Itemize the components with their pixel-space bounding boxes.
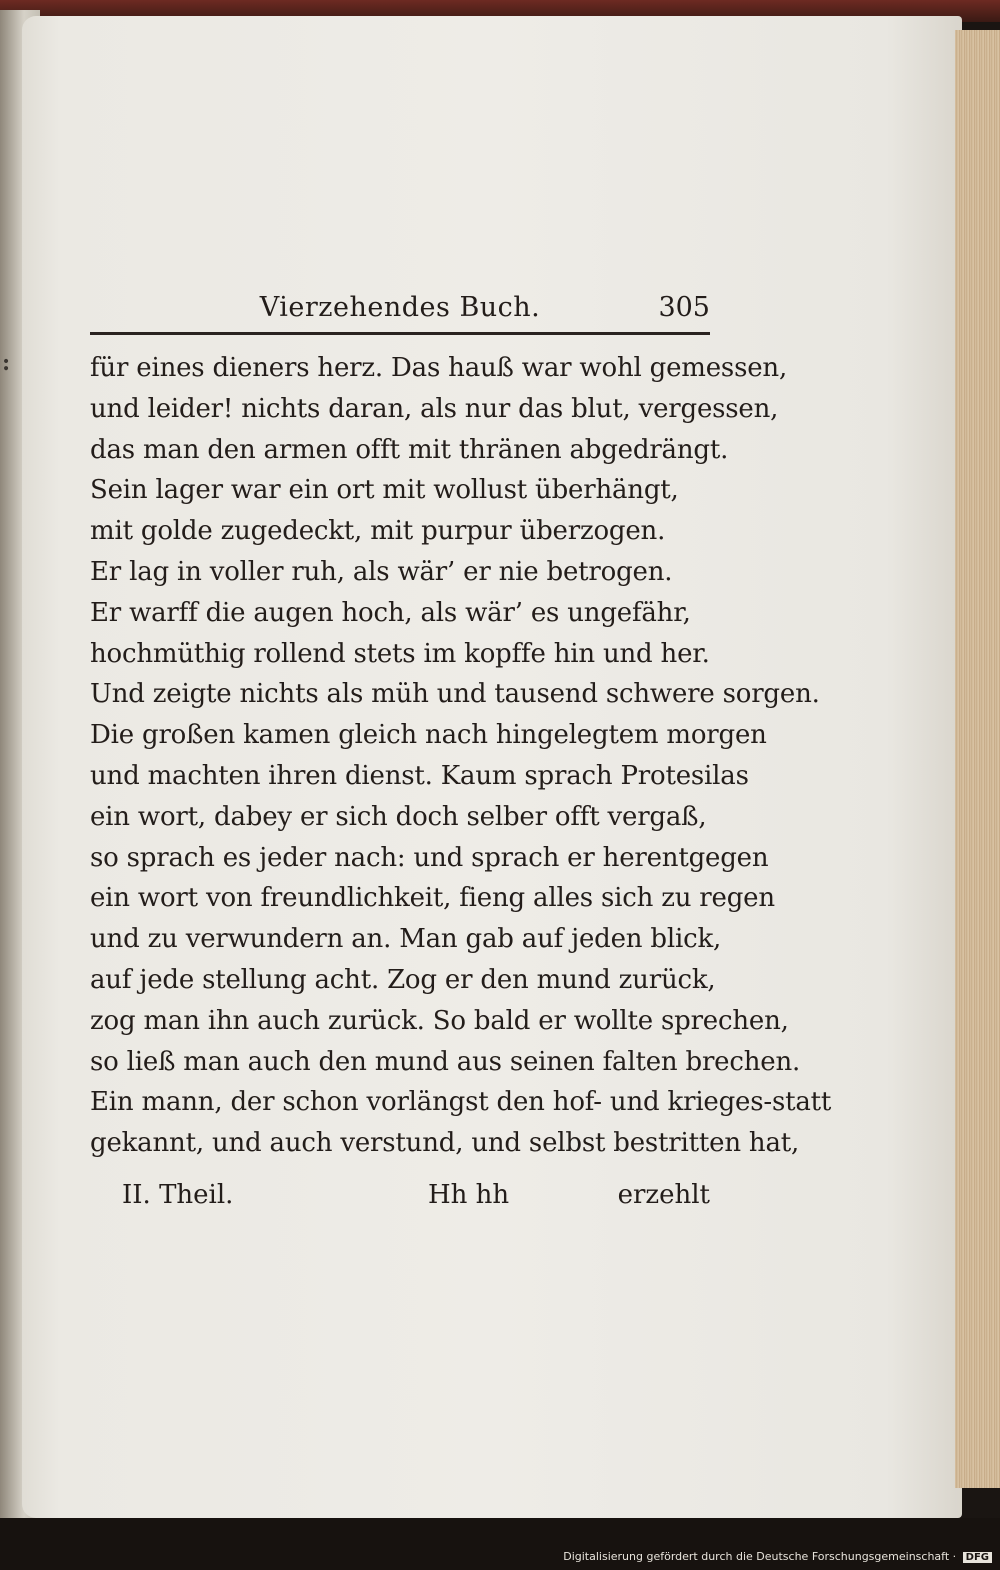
bleed-through-mark: : bbox=[2, 350, 11, 376]
text-line: das man den armen offt mit thränen abgedrängt. bbox=[90, 434, 729, 465]
credit-text: Digitalisierung gefördert durch die Deutsche Forschungsgemeinschaft · bbox=[563, 1550, 957, 1563]
page-number: 305 bbox=[658, 292, 710, 323]
text-line: Ein mann, der schon vorlängst den hof- und krieges-statt bbox=[90, 1087, 832, 1118]
signature-mark: Hh hh bbox=[428, 1180, 510, 1210]
text-line: so sprach es jeder nach: und sprach er herentgegen bbox=[90, 842, 769, 873]
page-title: Vierzehendes Buch. bbox=[259, 292, 541, 323]
volume-label: II. Theil. bbox=[122, 1180, 234, 1210]
text-line: auf jede stellung acht. Zog er den mund zurück, bbox=[90, 964, 716, 995]
digitization-credit bbox=[563, 1550, 992, 1563]
page-footer bbox=[90, 1180, 710, 1220]
text-line: so ließ man auch den mund aus seinen falten brechen. bbox=[90, 1046, 801, 1077]
text-line: und zu verwundern an. Man gab auf jeden blick, bbox=[90, 924, 722, 955]
text-line: Und zeigte nichts als müh und tausend schwere sorgen. bbox=[90, 679, 820, 710]
text-line: Er warff die augen hoch, als wär’ es ungefähr, bbox=[90, 597, 691, 628]
running-head bbox=[90, 292, 710, 335]
text-line: für eines dieners herz. Das hauß war wohl gemessen, bbox=[90, 353, 788, 383]
text-line: mit golde zugedeckt, mit purpur überzogen. bbox=[90, 516, 666, 547]
text-line: und machten ihren dienst. Kaum sprach Protesilas bbox=[90, 760, 749, 791]
dfg-logo: DFG bbox=[963, 1552, 992, 1563]
text-line: gekannt, und auch verstund, und selbst bestritten hat, bbox=[90, 1128, 800, 1159]
text-line: ein wort, dabey er sich doch selber offt vergaß, bbox=[90, 801, 707, 832]
text-line: hochmüthig rollend stets im kopffe hin und her. bbox=[90, 638, 710, 669]
text-line: Sein lager war ein ort mit wollust überhängt, bbox=[90, 475, 679, 506]
text-line: Die großen kamen gleich nach hingelegtem morgen bbox=[90, 720, 767, 751]
text-line: und leider! nichts daran, als nur das blut, vergessen, bbox=[90, 393, 779, 424]
text-line: zog man ihn auch zurück. So bald er wollte sprechen, bbox=[90, 1005, 789, 1036]
text-line: ein wort von freundlichkeit, fieng alles sich zu regen bbox=[90, 883, 775, 914]
catchword: erzehlt bbox=[617, 1180, 710, 1210]
page-edges bbox=[955, 30, 1000, 1488]
poem-text bbox=[90, 348, 832, 1164]
text-line: Er lag in voller ruh, als wär’ er nie betrogen. bbox=[90, 556, 673, 587]
